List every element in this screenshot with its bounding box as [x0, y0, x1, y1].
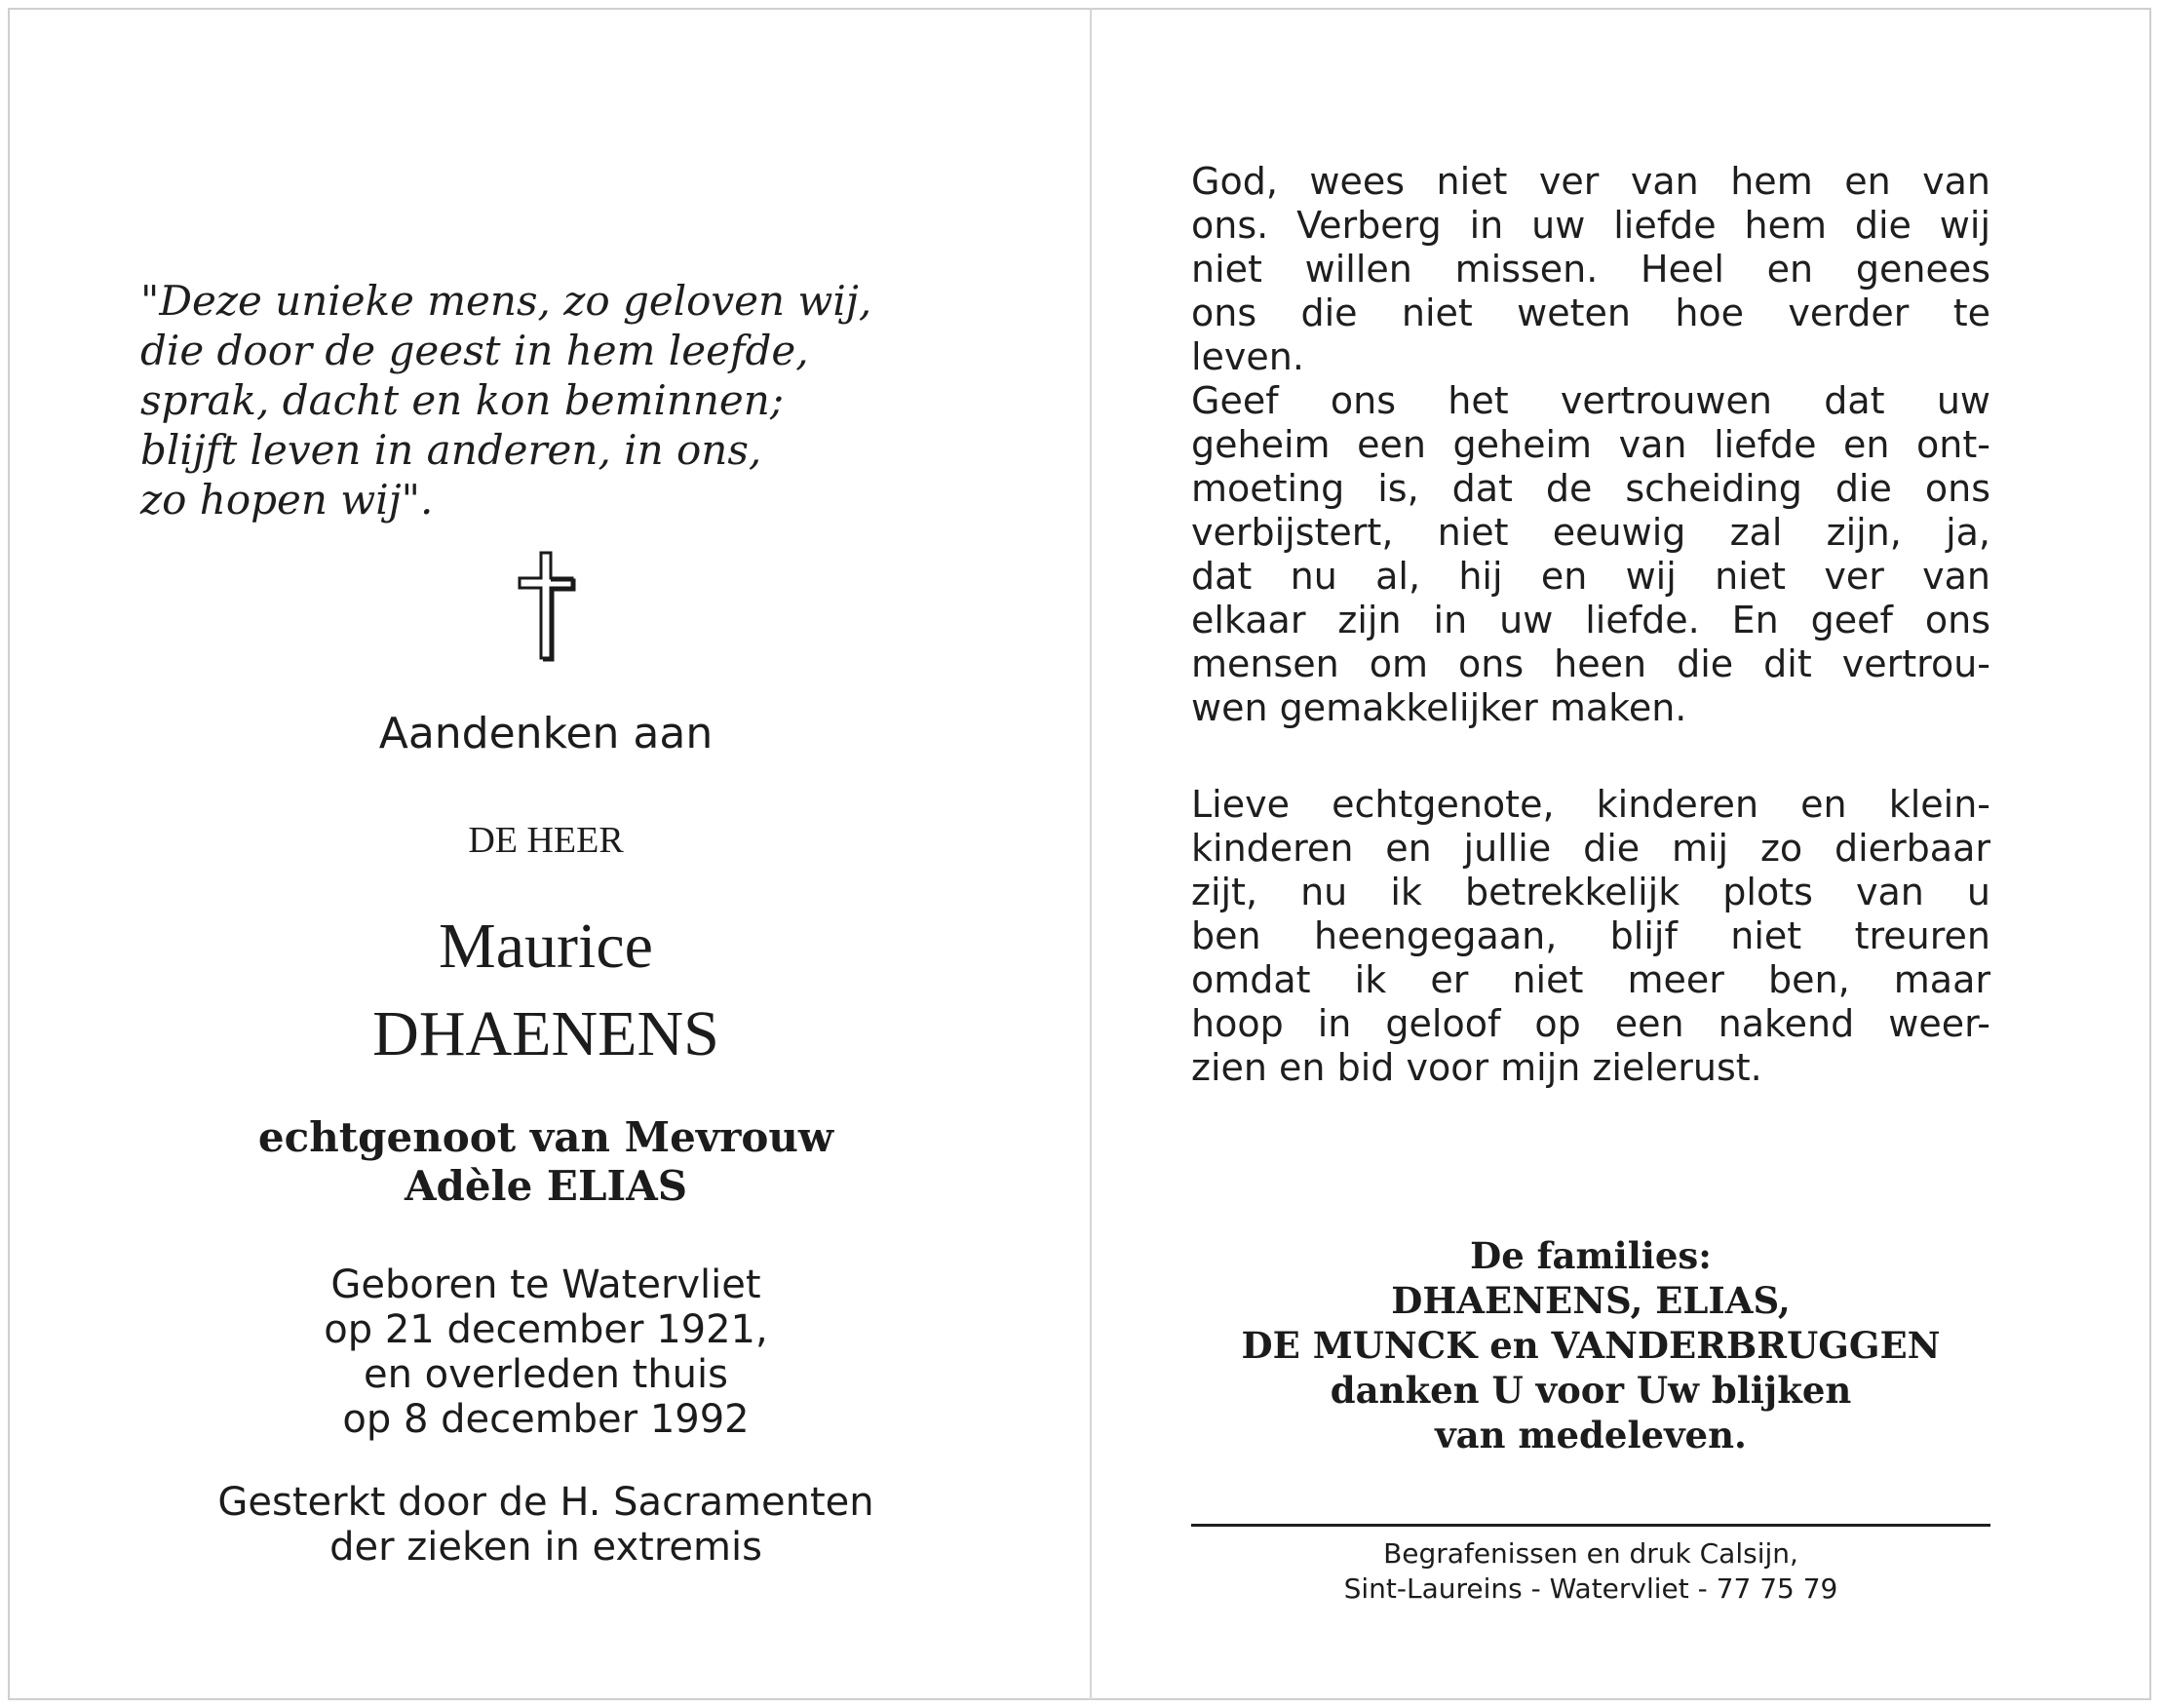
farewell-line: kinderen en jullie die mij zo dierbaar: [1191, 827, 1990, 870]
families-line: DHAENENS, ELIAS,: [1391, 1279, 1791, 1322]
fold-line: [1090, 8, 1092, 1700]
prayer-line: God, wees niet ver van hem en van: [1191, 160, 1990, 203]
families-line: De families:: [1470, 1234, 1712, 1277]
prayer-line: leven.: [1191, 335, 1304, 378]
prayer-line: wen gemakkelijker maken.: [1191, 686, 1687, 729]
spouse-relation: echtgenoot van Mevrouw: [257, 1113, 834, 1161]
quote-line: blijft leven in anderen, in ons,: [140, 426, 762, 474]
quote-line: zo hopen wij".: [140, 476, 434, 524]
cross-icon: [512, 551, 580, 662]
farewell-line: zijt, nu ik betrekkelijk plots van u: [1191, 871, 1990, 913]
printer-line: Begrafenissen en druk Calsijn,: [1383, 1537, 1798, 1570]
right-panel: [1191, 0, 1990, 1708]
prayer-line: geheim een geheim van liefde en ont-: [1191, 423, 1990, 466]
prayer-line: ons die niet weten hoe verder te: [1191, 291, 1990, 334]
opening-quote: [140, 276, 959, 524]
families-thanks: [1152, 1233, 2029, 1457]
farewell-line: hoop in geloof op een nakend weer-: [1191, 1002, 1990, 1045]
quote-line: die door de geest in hem leefde,: [140, 327, 809, 374]
prayer-paragraph: [1191, 160, 1990, 730]
farewell-line: omdat ik er niet meer ben, maar: [1191, 958, 1990, 1001]
printer-credit: [1191, 1536, 1990, 1607]
memorial-heading: Aandenken aan: [378, 709, 714, 758]
prayer-line: ons. Verberg in uw liefde hem die wij: [1191, 204, 1990, 247]
printer-line: Sint-Laureins - Watervliet - 77 75 79: [1343, 1572, 1838, 1605]
date-line: Geboren te Watervliet: [330, 1262, 761, 1307]
families-line: van medeleven.: [1435, 1414, 1747, 1456]
date-line: en overleden thuis: [363, 1352, 728, 1397]
prayer-line: moeting is, dat de scheiding die ons: [1191, 467, 1990, 510]
sacraments-note: [117, 1480, 975, 1570]
deceased-first-name: Maurice: [439, 911, 653, 982]
farewell-paragraph: [1191, 783, 1990, 1090]
families-line: DE MUNCK en VANDERBRUGGEN: [1241, 1324, 1941, 1367]
families-line: danken U voor Uw blijken: [1330, 1369, 1852, 1412]
left-panel: [117, 0, 994, 1708]
spouse-name: Adèle ELIAS: [404, 1162, 688, 1210]
prayer-line: Geef ons het vertrouwen dat uw: [1191, 379, 1990, 422]
prayer-line: elkaar zijn in uw liefde. En geef ons: [1191, 599, 1990, 641]
sacraments-line: der zieken in extremis: [329, 1525, 762, 1570]
prayer-line: verbijstert, niet eeuwig zal zijn, ja,: [1191, 511, 1990, 554]
date-line: op 8 december 1992: [342, 1397, 750, 1442]
prayer-line: mensen om ons heen die dit vertrou-: [1191, 642, 1990, 685]
farewell-line: ben heengegaan, blijf niet treuren: [1191, 914, 1990, 957]
life-dates: [117, 1262, 975, 1442]
honorific: DE HEER: [468, 820, 624, 861]
quote-line: sprak, dacht en kon beminnen;: [140, 376, 784, 424]
divider-rule: [1191, 1524, 1990, 1527]
prayer-line: dat nu al, hij en wij niet ver van: [1191, 555, 1990, 598]
farewell-line: Lieve echtgenote, kinderen en klein-: [1191, 783, 1990, 826]
sacraments-line: Gesterkt door de H. Sacramenten: [217, 1480, 874, 1525]
date-line: op 21 december 1921,: [324, 1307, 768, 1352]
prayer-line: niet willen missen. Heel en genees: [1191, 248, 1990, 291]
farewell-line: zien en bid voor mijn zielerust.: [1191, 1046, 1762, 1089]
quote-line: "Deze unieke mens, zo geloven wij,: [140, 277, 872, 325]
deceased-last-name: DHAENENS: [372, 998, 719, 1069]
